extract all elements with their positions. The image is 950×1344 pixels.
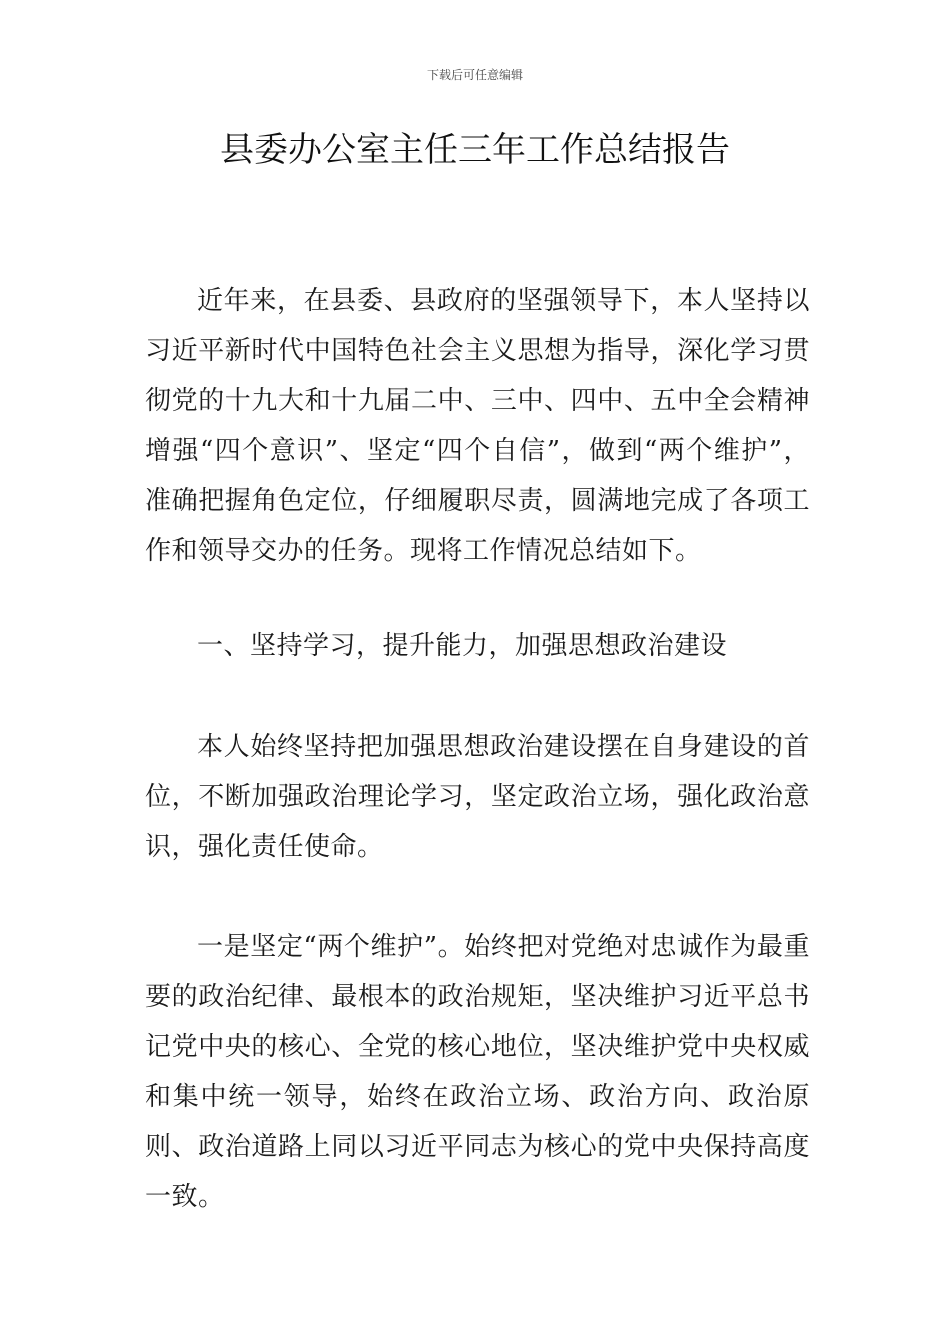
- point-paragraph: 一是坚定“两个维护”。始终把对党绝对忠诚作为最重要的政治纪律、最根本的政治规矩，坚决维护习近平总书记党中央的核心、全党的核心地位，坚决维护党中央权威和集中统一领导，始终在政治立场、政治方向、政治原则、政治道路上同以习近平同志为核心的党中央保持高度一致。: [145, 932, 810, 1212]
- section-heading: 一、坚持学习，提升能力，加强思想政治建设: [197, 631, 728, 661]
- intro-paragraph: 近年来，在县委、县政府的坚强领导下，本人坚持以习近平新时代中国特色社会主义思想为指导，深化学习贯彻党的十九大和十九届二中、三中、四中、五中全会精神增强“四个意识”、坚定“四个自信”，做到“两个维护”，准确把握角色定位，仔细履职尽责，圆满地完成了各项工作和领导交办的任务。现将工作情况总结如下。: [145, 286, 810, 566]
- header-note: 下载后可任意编辑: [426, 68, 523, 82]
- document-title: 县委办公室主任三年工作总结报告: [220, 130, 730, 170]
- section-body-paragraph: 本人始终坚持把加强思想政治建设摆在自身建设的首位，不断加强政治理论学习，坚定政治立场，强化政治意识，强化责任使命。: [145, 732, 810, 862]
